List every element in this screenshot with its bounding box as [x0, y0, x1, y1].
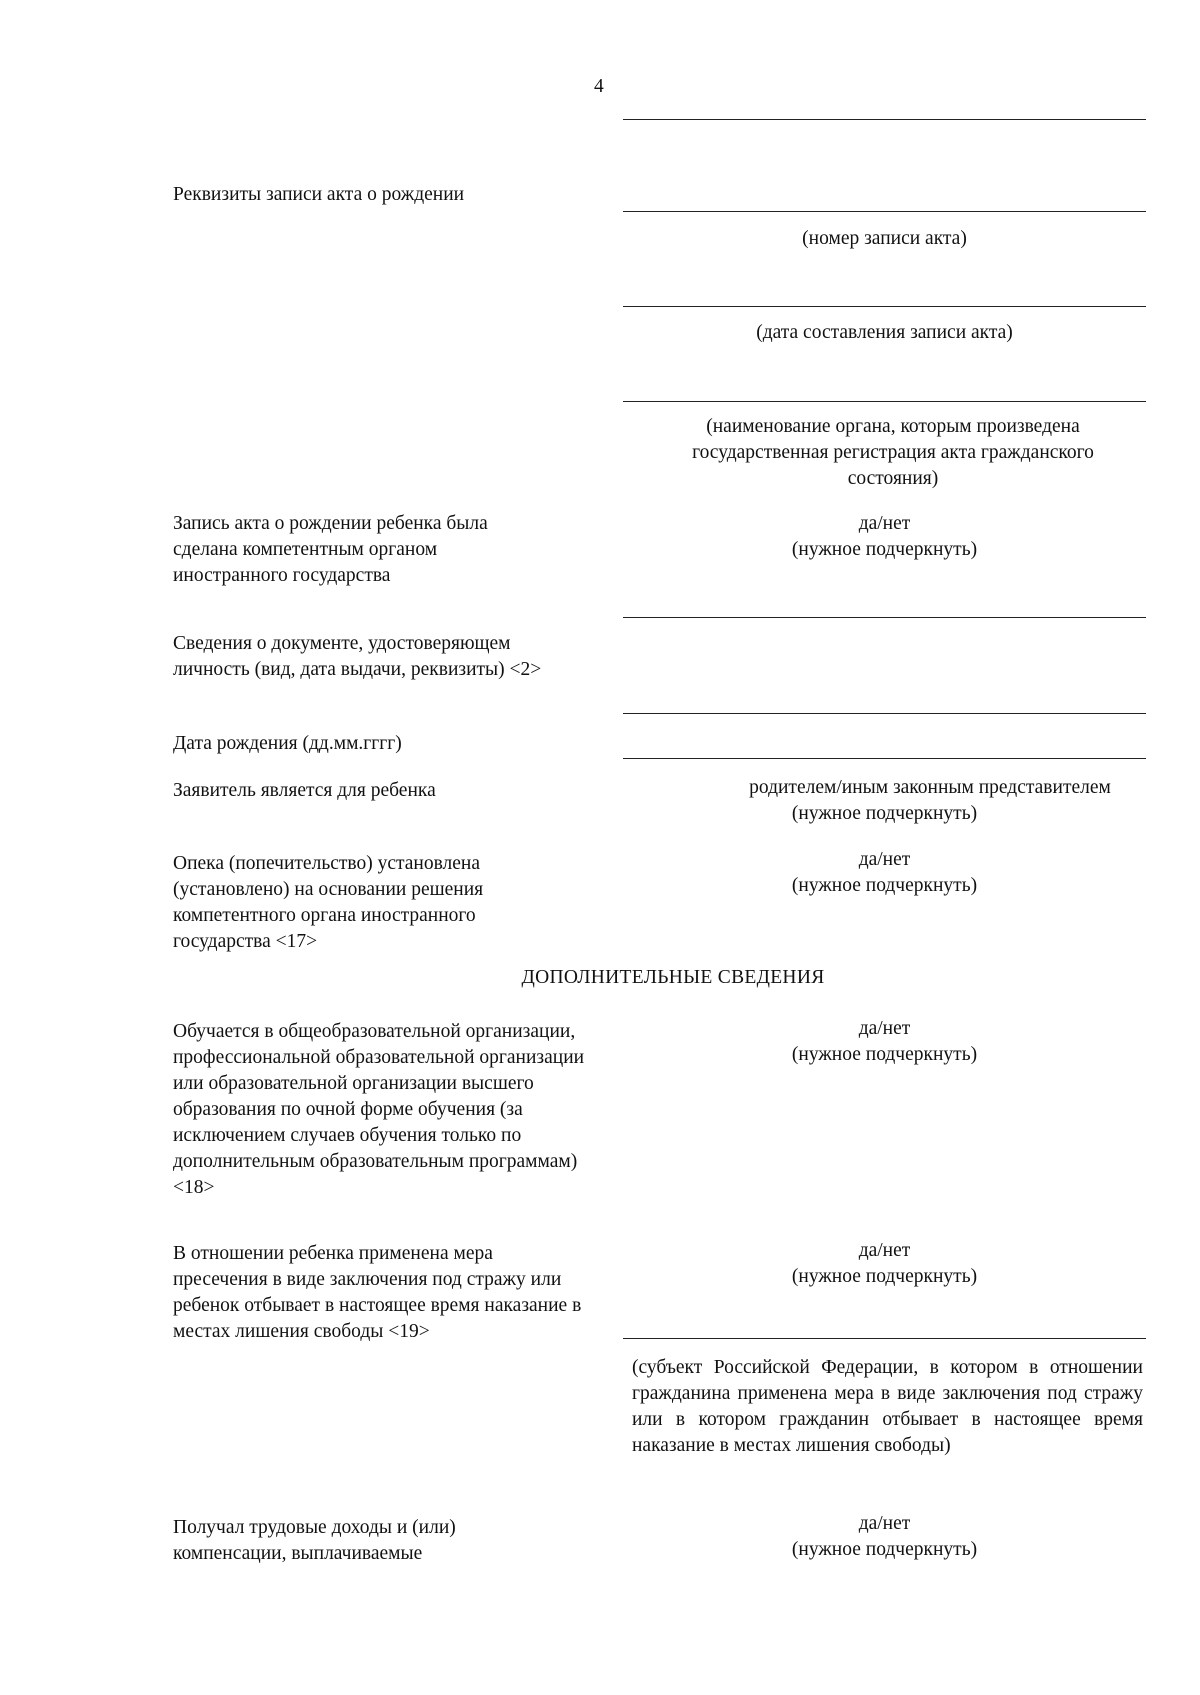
labor-income-options[interactable]: да/нет	[858, 1513, 911, 1534]
identity-document-line[interactable]	[623, 617, 1146, 618]
education-hint: (нужное подчеркнуть)	[791, 1044, 978, 1065]
record-date-caption: (дата составления записи акта)	[756, 322, 1013, 343]
authority-line[interactable]	[623, 401, 1146, 402]
guardianship-hint: (нужное подчеркнуть)	[791, 875, 978, 896]
labor-income-hint: (нужное подчеркнуть)	[791, 1539, 978, 1560]
birth-record-label: Реквизиты записи акта о рождении	[173, 184, 465, 205]
section-heading: ДОПОЛНИТЕЛЬНЫЕ СВЕДЕНИЯ	[521, 967, 825, 988]
foreign-record-options[interactable]: да/нет	[858, 513, 911, 534]
education-options[interactable]: да/нет	[858, 1018, 911, 1039]
record-date-line[interactable]	[623, 306, 1146, 307]
applicant-relation-label: Заявитель является для ребенка	[173, 780, 436, 801]
detention-hint: (нужное подчеркнуть)	[791, 1266, 978, 1287]
record-number-line[interactable]	[623, 211, 1146, 212]
birth-date-line-upper[interactable]	[623, 713, 1146, 714]
field-line-top[interactable]	[623, 119, 1146, 120]
detention-region-caption: (субъект Российской Федерации, в котором в отношении гражданина применена мера в виде заключения под стражу или в котором гражданин отбывает в настоящее время наказание в местах лишения свободы)	[632, 1357, 1143, 1456]
foreign-record-label: Запись акта о рождении ребенка была сделана компетентным органом иностранного государства	[173, 513, 488, 586]
guardianship-options[interactable]: да/нет	[858, 849, 911, 870]
guardianship-label: Опека (попечительство) установлена (установлено) на основании решения компетентного органа иностранного государства <17>	[173, 853, 484, 952]
detention-region-line[interactable]	[623, 1338, 1146, 1339]
birth-date-line[interactable]	[623, 758, 1146, 759]
record-number-caption: (номер записи акта)	[802, 228, 967, 249]
labor-income-label: Получал трудовые доходы и (или) компенсации, выплачиваемые	[173, 1517, 456, 1564]
education-label: Обучается в общеобразовательной организации, профессиональной образовательной организации или образовательной организации высшего образования по очной форме обучения (за исключением случаев обучения только по дополнительным образовательным программам) <18>	[173, 1021, 585, 1198]
applicant-relation-hint: (нужное подчеркнуть)	[791, 803, 978, 824]
authority-caption: (наименование органа, которым произведена государственная регистрация акта гражданского состояния)	[692, 416, 1094, 489]
detention-label: В отношении ребенка применена мера пресечения в виде заключения под стражу или ребенок отбывает в настоящее время наказание в местах лишения свободы <19>	[173, 1243, 582, 1342]
foreign-record-hint: (нужное подчеркнуть)	[791, 539, 978, 560]
applicant-relation-options[interactable]: родителем/иным законным представителем	[749, 777, 1111, 798]
detention-options[interactable]: да/нет	[858, 1240, 911, 1261]
birth-date-label: Дата рождения (дд.мм.гггг)	[173, 733, 402, 754]
identity-document-label: Сведения о документе, удостоверяющем личность (вид, дата выдачи, реквизиты) <2>	[173, 633, 542, 680]
